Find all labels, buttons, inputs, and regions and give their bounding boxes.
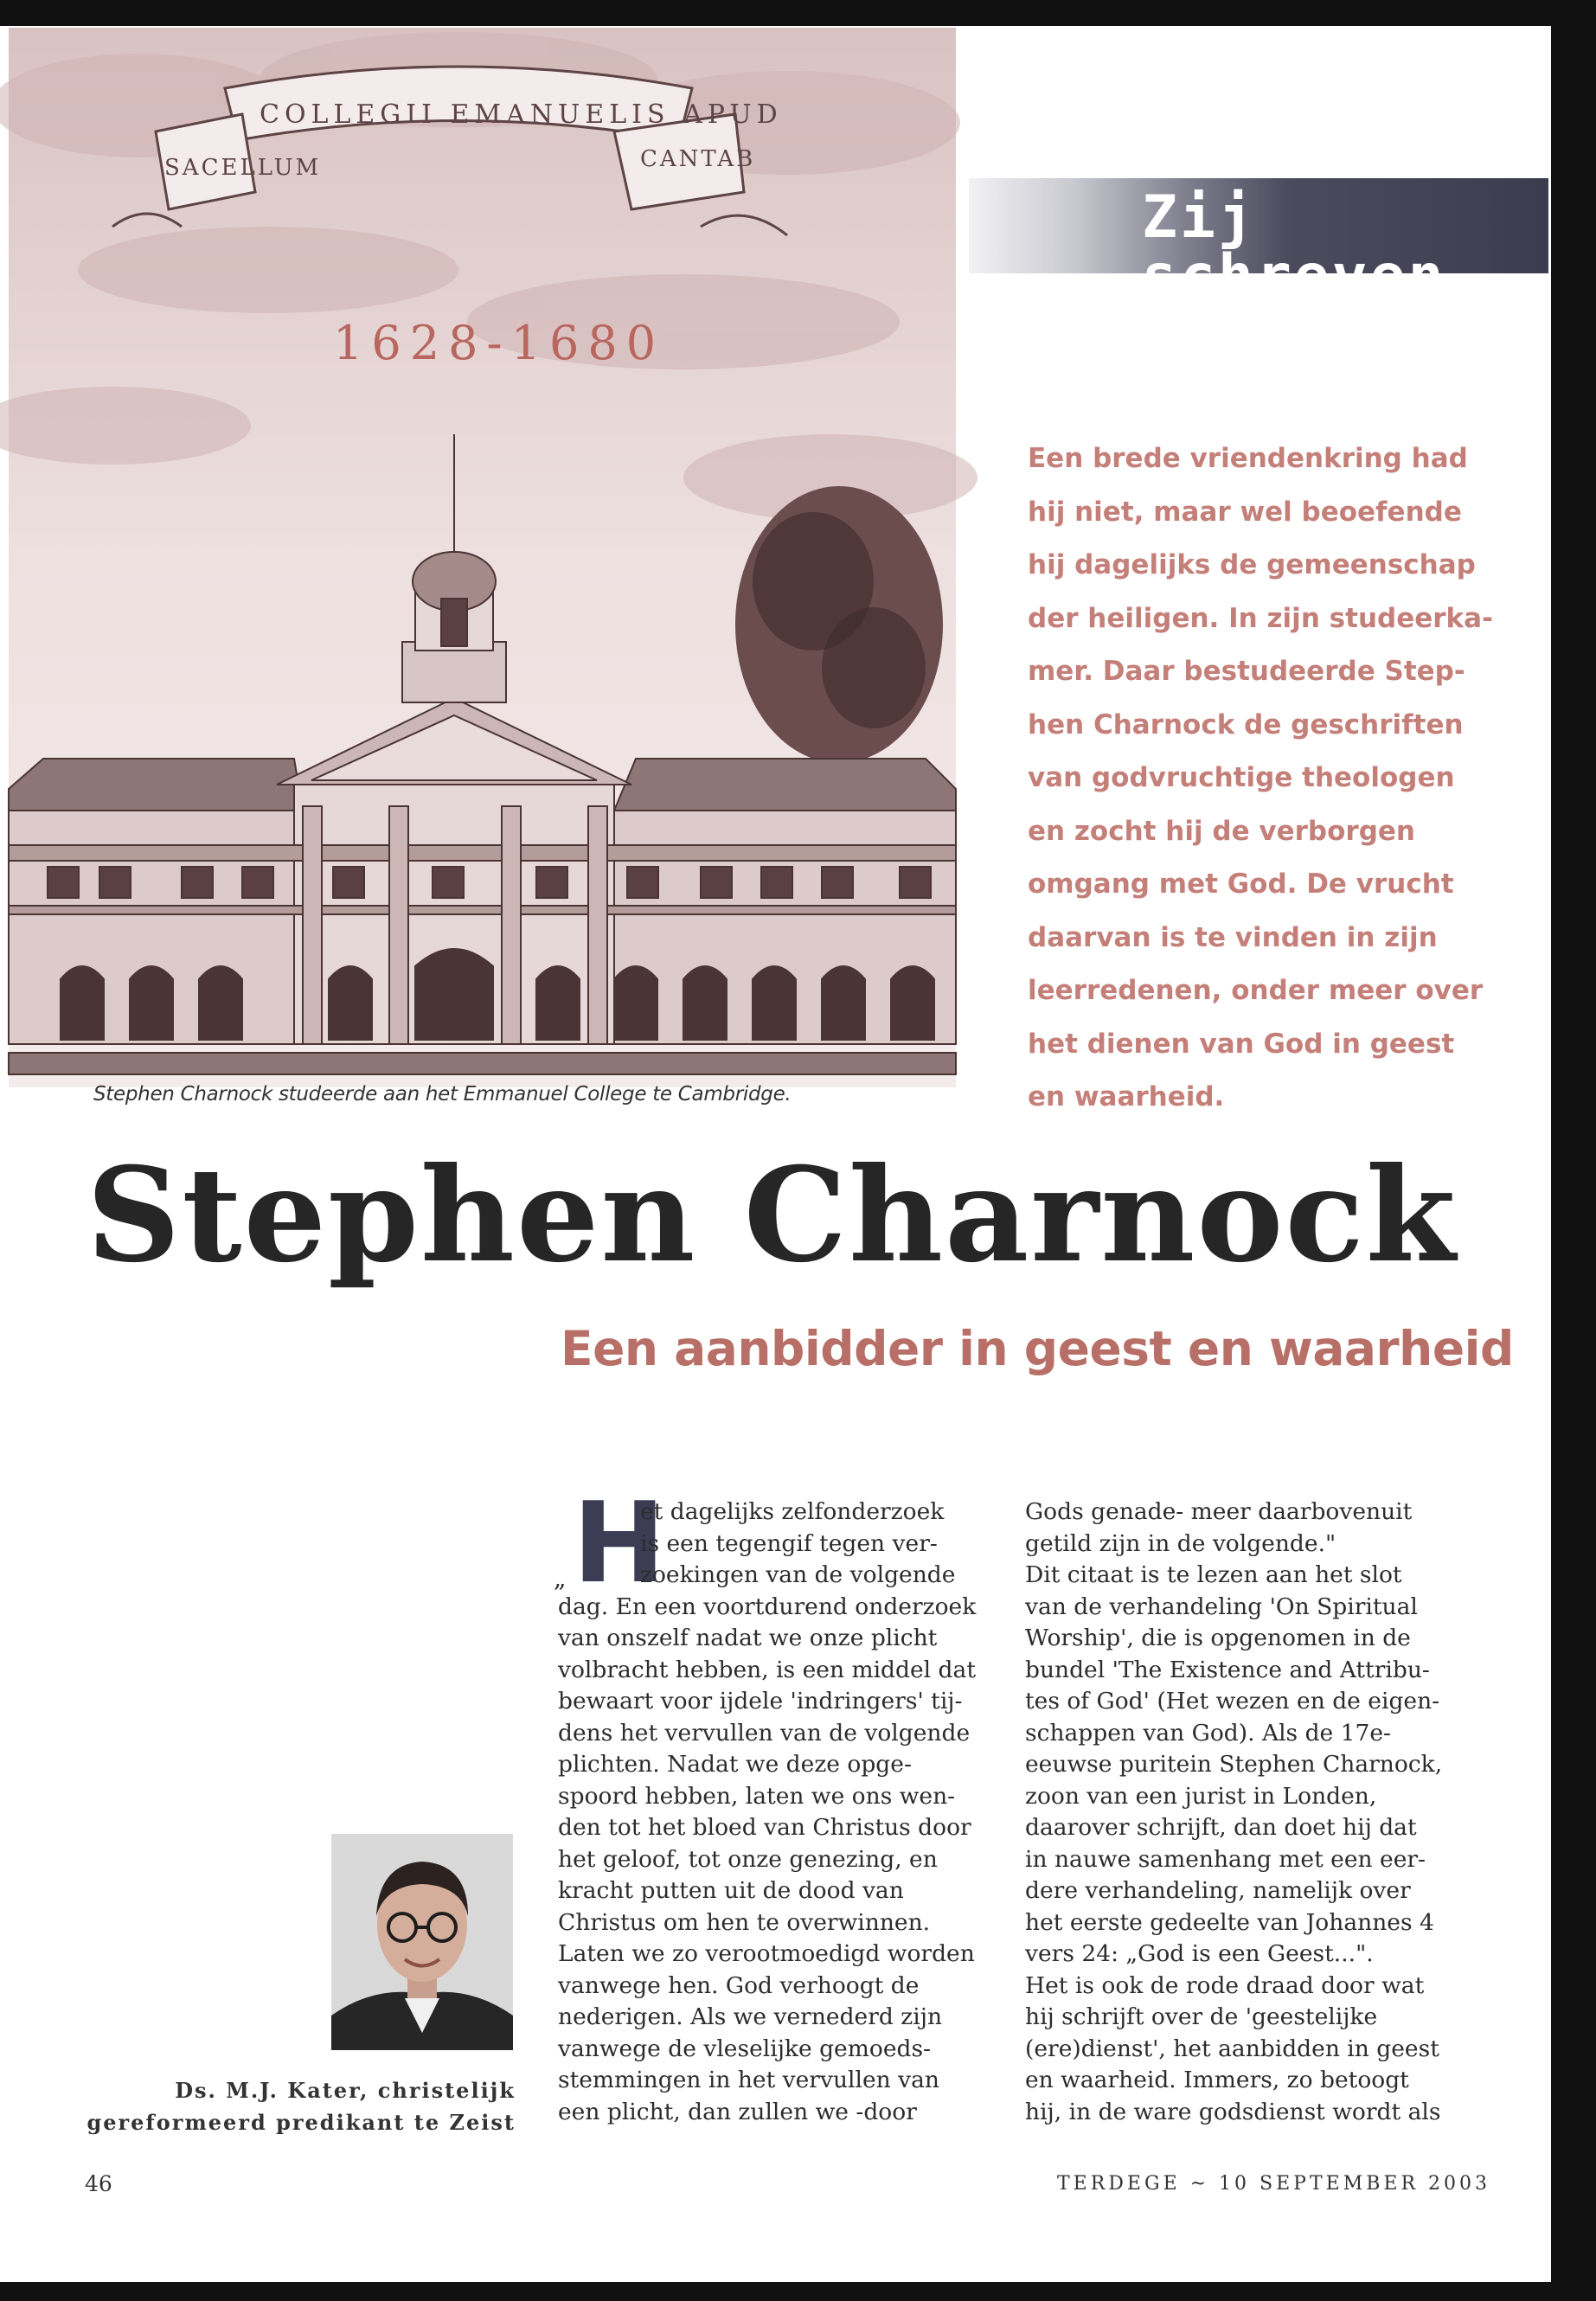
body-line: het geloof, tot onze genezing, en — [558, 1845, 938, 1873]
publication-footer: TERDEGE ~ 10 SEPTEMBER 2003 — [1057, 2173, 1491, 2195]
body-line: eeuwse puritein Stephen Charnock, — [1025, 1751, 1443, 1778]
body-line: vers 24: „God is een Geest...". — [1025, 1940, 1374, 1967]
body-line: (ere)dienst', het aanbidden in geest — [1025, 2035, 1439, 2062]
intro-line: daarvan is te vinden in zijn — [1028, 921, 1438, 953]
intro-line: van godvruchtige theologen — [1028, 762, 1455, 793]
body-line: et dagelijks zelfonderzoek — [640, 1498, 945, 1525]
intro-line: der heiligen. In zijn studeerka- — [1028, 602, 1493, 634]
tree — [735, 486, 943, 763]
body-line: zoon van een jurist in Londen, — [1025, 1782, 1377, 1810]
image-caption: Stephen Charnock studeerde aan het Emmanuel College te Cambridge. — [93, 1083, 792, 1106]
body-line: volbracht hebben, is een middel dat — [558, 1656, 976, 1683]
body-line: is een tegengif tegen ver- — [640, 1529, 938, 1557]
intro-line: hij niet, maar wel beoefende — [1028, 496, 1462, 528]
page-number: 46 — [85, 2171, 112, 2196]
body-line: bewaart voor ijdele 'indringers' tij- — [558, 1688, 963, 1715]
body-line: vanwege de vleselijke gemoeds- — [558, 2035, 932, 2062]
article-subtitle: Een aanbidder in geest en waarheid — [561, 1321, 1514, 1376]
body-column-2 — [1025, 1497, 1475, 2128]
intro-line: omgang met God. De vrucht — [1028, 868, 1454, 900]
body-line: zoekingen van de volgende — [640, 1561, 956, 1588]
body-line: Worship', die is opgenomen in de — [1025, 1625, 1411, 1651]
body-line: plichten. Nadat we deze opge- — [558, 1751, 912, 1778]
body-line: schappen van God). Als de 17e- — [1025, 1719, 1392, 1747]
article-title: Stephen Charnock — [87, 1139, 1458, 1292]
body-line: van de verhandeling 'On Spiritual — [1025, 1593, 1418, 1620]
ribbon-text-main: COLLEGII EMANUELIS APUD — [260, 99, 783, 130]
author-byline — [87, 2074, 516, 2138]
section-banner-label: Zij schreven — [1142, 183, 1446, 311]
body-line: dens het vervullen van de volgende — [558, 1719, 971, 1747]
years-label: 1628-1680 — [333, 316, 665, 370]
body-line: tes of God' (Het wezen en de eigen- — [1025, 1688, 1440, 1715]
body-line: hij schrijft over de 'geestelijke — [1025, 2003, 1378, 2030]
body-line: spoord hebben, laten we ons wen- — [558, 1782, 956, 1810]
body-line: bundel 'The Existence and Attribu- — [1025, 1656, 1430, 1683]
intro-line: mer. Daar bestudeerde Step- — [1028, 656, 1465, 687]
body-line: getild zijn in de volgende." — [1025, 1529, 1336, 1557]
body-line: Laten we zo verootmoedigd worden — [558, 1940, 975, 1967]
body-line: vanwege hen. God verhoogt de — [558, 1971, 920, 1999]
intro-line: en waarheid. — [1028, 1081, 1225, 1112]
intro-line: hij dagelijks de gemeenschap — [1028, 549, 1476, 580]
body-line: Het is ook de rode draad door wat — [1025, 1971, 1425, 1999]
body-line: dere verhandeling, namelijk over — [1025, 1877, 1411, 1904]
body-line: Gods genade- meer daarbovenuit — [1025, 1498, 1413, 1525]
ribbon-text-left: SACELLUM — [164, 155, 322, 181]
body-line: Christus om hen te overwinnen. — [558, 1908, 931, 1936]
author-photo — [331, 1834, 513, 2050]
drop-cap: H — [573, 1479, 666, 1608]
body-line: een plicht, dan zullen we -door — [558, 2098, 917, 2125]
body-line: hij, in de ware godsdienst wordt als — [1025, 2098, 1441, 2125]
body-line: kracht putten uit de dood van — [558, 1877, 904, 1904]
intro-line: leerredenen, onder meer over — [1028, 975, 1484, 1006]
author-line-1: Ds. M.J. Kater, christelijk — [175, 2078, 516, 2103]
college-engraving-image — [9, 28, 956, 1087]
author-line-2: gereformeerd predikant te Zeist — [87, 2110, 516, 2135]
body-line: dag. En een voortdurend onderzoek — [558, 1593, 977, 1620]
opening-quote-mark: „ — [554, 1564, 567, 1593]
intro-line: het dienen van God in geest — [1028, 1028, 1455, 1060]
intro-line: en zocht hij de verborgen — [1028, 815, 1415, 847]
body-line: van onszelf nadat we onze plicht — [558, 1625, 938, 1651]
body-line: het eerste gedeelte van Johannes 4 — [1025, 1908, 1434, 1936]
ribbon-text-right: CANTAB — [640, 146, 756, 172]
body-line: nederigen. Als we vernederd zijn — [558, 2003, 943, 2030]
intro-line: hen Charnock de geschriften — [1028, 708, 1464, 740]
body-line: daarover schrijft, dan doet hij dat — [1025, 1814, 1417, 1841]
body-line: den tot het bloed van Christus door — [558, 1814, 971, 1841]
intro-paragraph — [1028, 433, 1495, 1125]
body-line: en waarheid. Immers, zo betoogt — [1025, 2067, 1409, 2093]
body-line: in nauwe samenhang met een eer- — [1025, 1845, 1426, 1873]
body-line: stemmingen in het vervullen van — [558, 2067, 939, 2093]
body-line: Dit citaat is te lezen aan het slot — [1025, 1561, 1402, 1588]
body-column-1 — [558, 1479, 990, 2128]
intro-line: Een brede vriendenkring had — [1028, 443, 1468, 474]
